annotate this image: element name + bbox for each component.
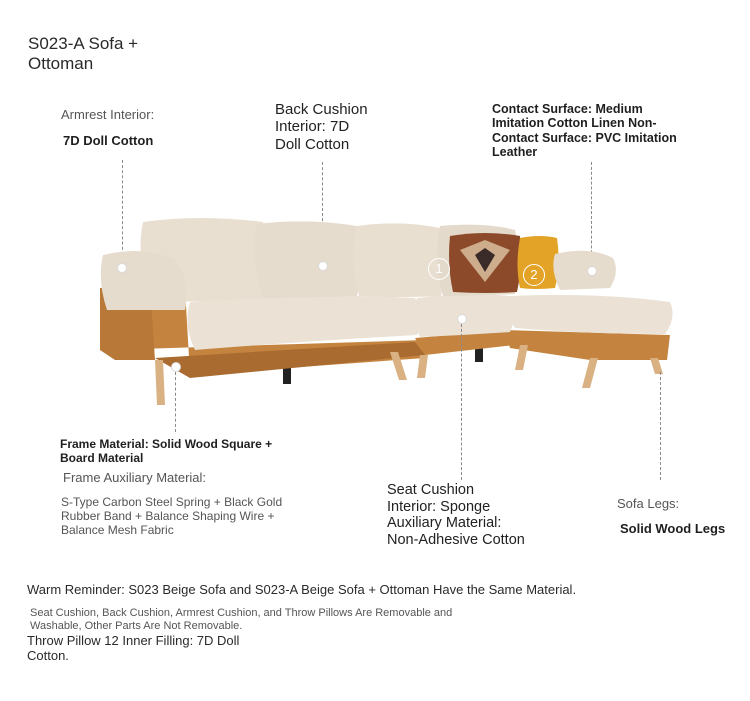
back-cushion-2 (255, 221, 361, 298)
frame-marker (171, 362, 181, 372)
seat-cushion-label: Seat Cushion Interior: Sponge Auxiliary Material: Non-Adhesive Cotton (387, 482, 525, 549)
right-armrest (553, 251, 616, 290)
pillow-filling-note: Throw Pillow 12 Inner Filling: 7D Doll Cotton. (27, 633, 240, 663)
product-title: S023-A Sofa + Ottoman (28, 34, 139, 73)
legs-heading: Sofa Legs: (617, 496, 680, 511)
frame-material-label: Frame Material: Solid Wood Square + Board Material (60, 437, 273, 465)
leather-base-chaise (505, 330, 670, 360)
contact-surface-marker (587, 266, 597, 276)
chaise-cushion (507, 295, 672, 334)
sofa-illustration (95, 210, 685, 410)
frame-leader-line (175, 372, 176, 432)
seat-cushion-leader-line (461, 324, 462, 480)
back-cushion-label: Back Cushion Interior: 7D Doll Cotton (275, 101, 368, 153)
armrest-heading: Armrest Interior: (61, 107, 155, 122)
contact-surface-label: Contact Surface: Medium Imitation Cotton Linen Non-Contact Surface: PVC Imitation Leather (492, 102, 677, 160)
frame-aux-value: S-Type Carbon Steel Spring + Black Gold Rubber Band + Balance Shaping Wire + Balance Mesh Fabric (61, 495, 283, 537)
legs-leader-line (660, 372, 661, 480)
wood-leg (155, 360, 165, 405)
wood-leg (582, 358, 598, 388)
armrest-marker (117, 263, 127, 273)
removable-note: Seat Cushion, Back Cushion, Armrest Cushion, and Throw Pillows Are Removable and Washable, Other Parts Are Not Removable. (30, 607, 453, 632)
frame-aux-heading: Frame Auxiliary Material: (63, 470, 207, 485)
pillow-number-2: 2 (523, 264, 545, 286)
armrest-value: 7D Doll Cotton (63, 133, 154, 148)
back-cushion-marker (318, 261, 328, 271)
legs-value: Solid Wood Legs (620, 521, 726, 536)
pillow-number-1: 1 (428, 258, 450, 280)
wood-leg (650, 358, 663, 374)
left-armrest (101, 251, 187, 310)
seat-cushion-marker (457, 314, 467, 324)
warm-reminder: Warm Reminder: S023 Beige Sofa and S023-A Beige Sofa + Ottoman Have the Same Material. (27, 582, 577, 597)
